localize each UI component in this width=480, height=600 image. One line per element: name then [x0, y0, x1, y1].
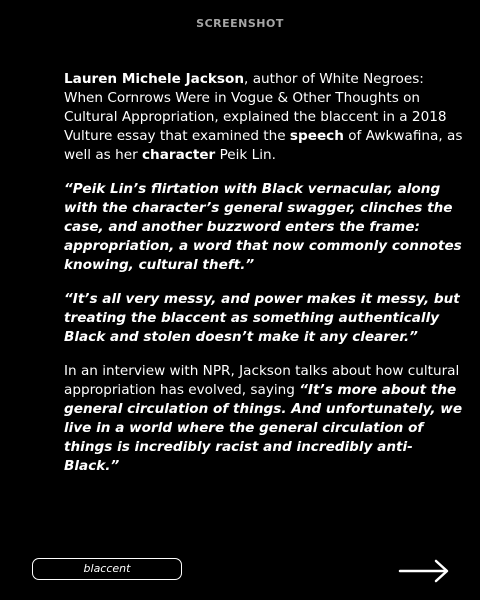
- npr-intro: In an interview with NPR, Jackson talks about how cultural appropriation has evolved, saying: [64, 363, 460, 398]
- screenshot-header: SCREENSHOT: [196, 17, 284, 30]
- intro-text-3: Peik Lin.: [215, 147, 276, 163]
- npr-quote: “It’s more about the general circulation of things. And unfortunately, we live in a world where the general circulation of things is incredibly racist and incredibly anti-Black.”: [64, 382, 463, 474]
- character-word: character: [141, 147, 216, 163]
- quote-2: “It’s all very messy, and power makes it messy, but treating the blaccent as something authentically Black and stolen doesn’t make it any clearer.”: [64, 291, 460, 345]
- intro-paragraph: [64, 70, 464, 165]
- article-body: [64, 70, 464, 491]
- quote-1: “Peik Lin’s flirtation with Black vernacular, along with the character’s general swagger, clinches the case, and another buzzword enters the frame: appropriation, a word that now commonly connotes knowing, cultural theft.”: [64, 181, 462, 273]
- arrow-right-icon[interactable]: [398, 558, 450, 584]
- speech-word: speech: [289, 128, 344, 144]
- npr-paragraph: [64, 362, 464, 476]
- arrow-right-icon-svg: [398, 558, 450, 584]
- blaccent-tag[interactable]: blaccent: [32, 558, 182, 580]
- intro-text-2: of Awkwafina, as well as her: [64, 128, 463, 163]
- intro-text-1: , author of White Negroes: When Cornrows Were in Vogue & Other Thoughts on Cultural Appropriation, explained the blaccent in a 2018 Vulture essay that examined the: [64, 71, 447, 144]
- author-name: Lauren Michele Jackson: [64, 71, 245, 87]
